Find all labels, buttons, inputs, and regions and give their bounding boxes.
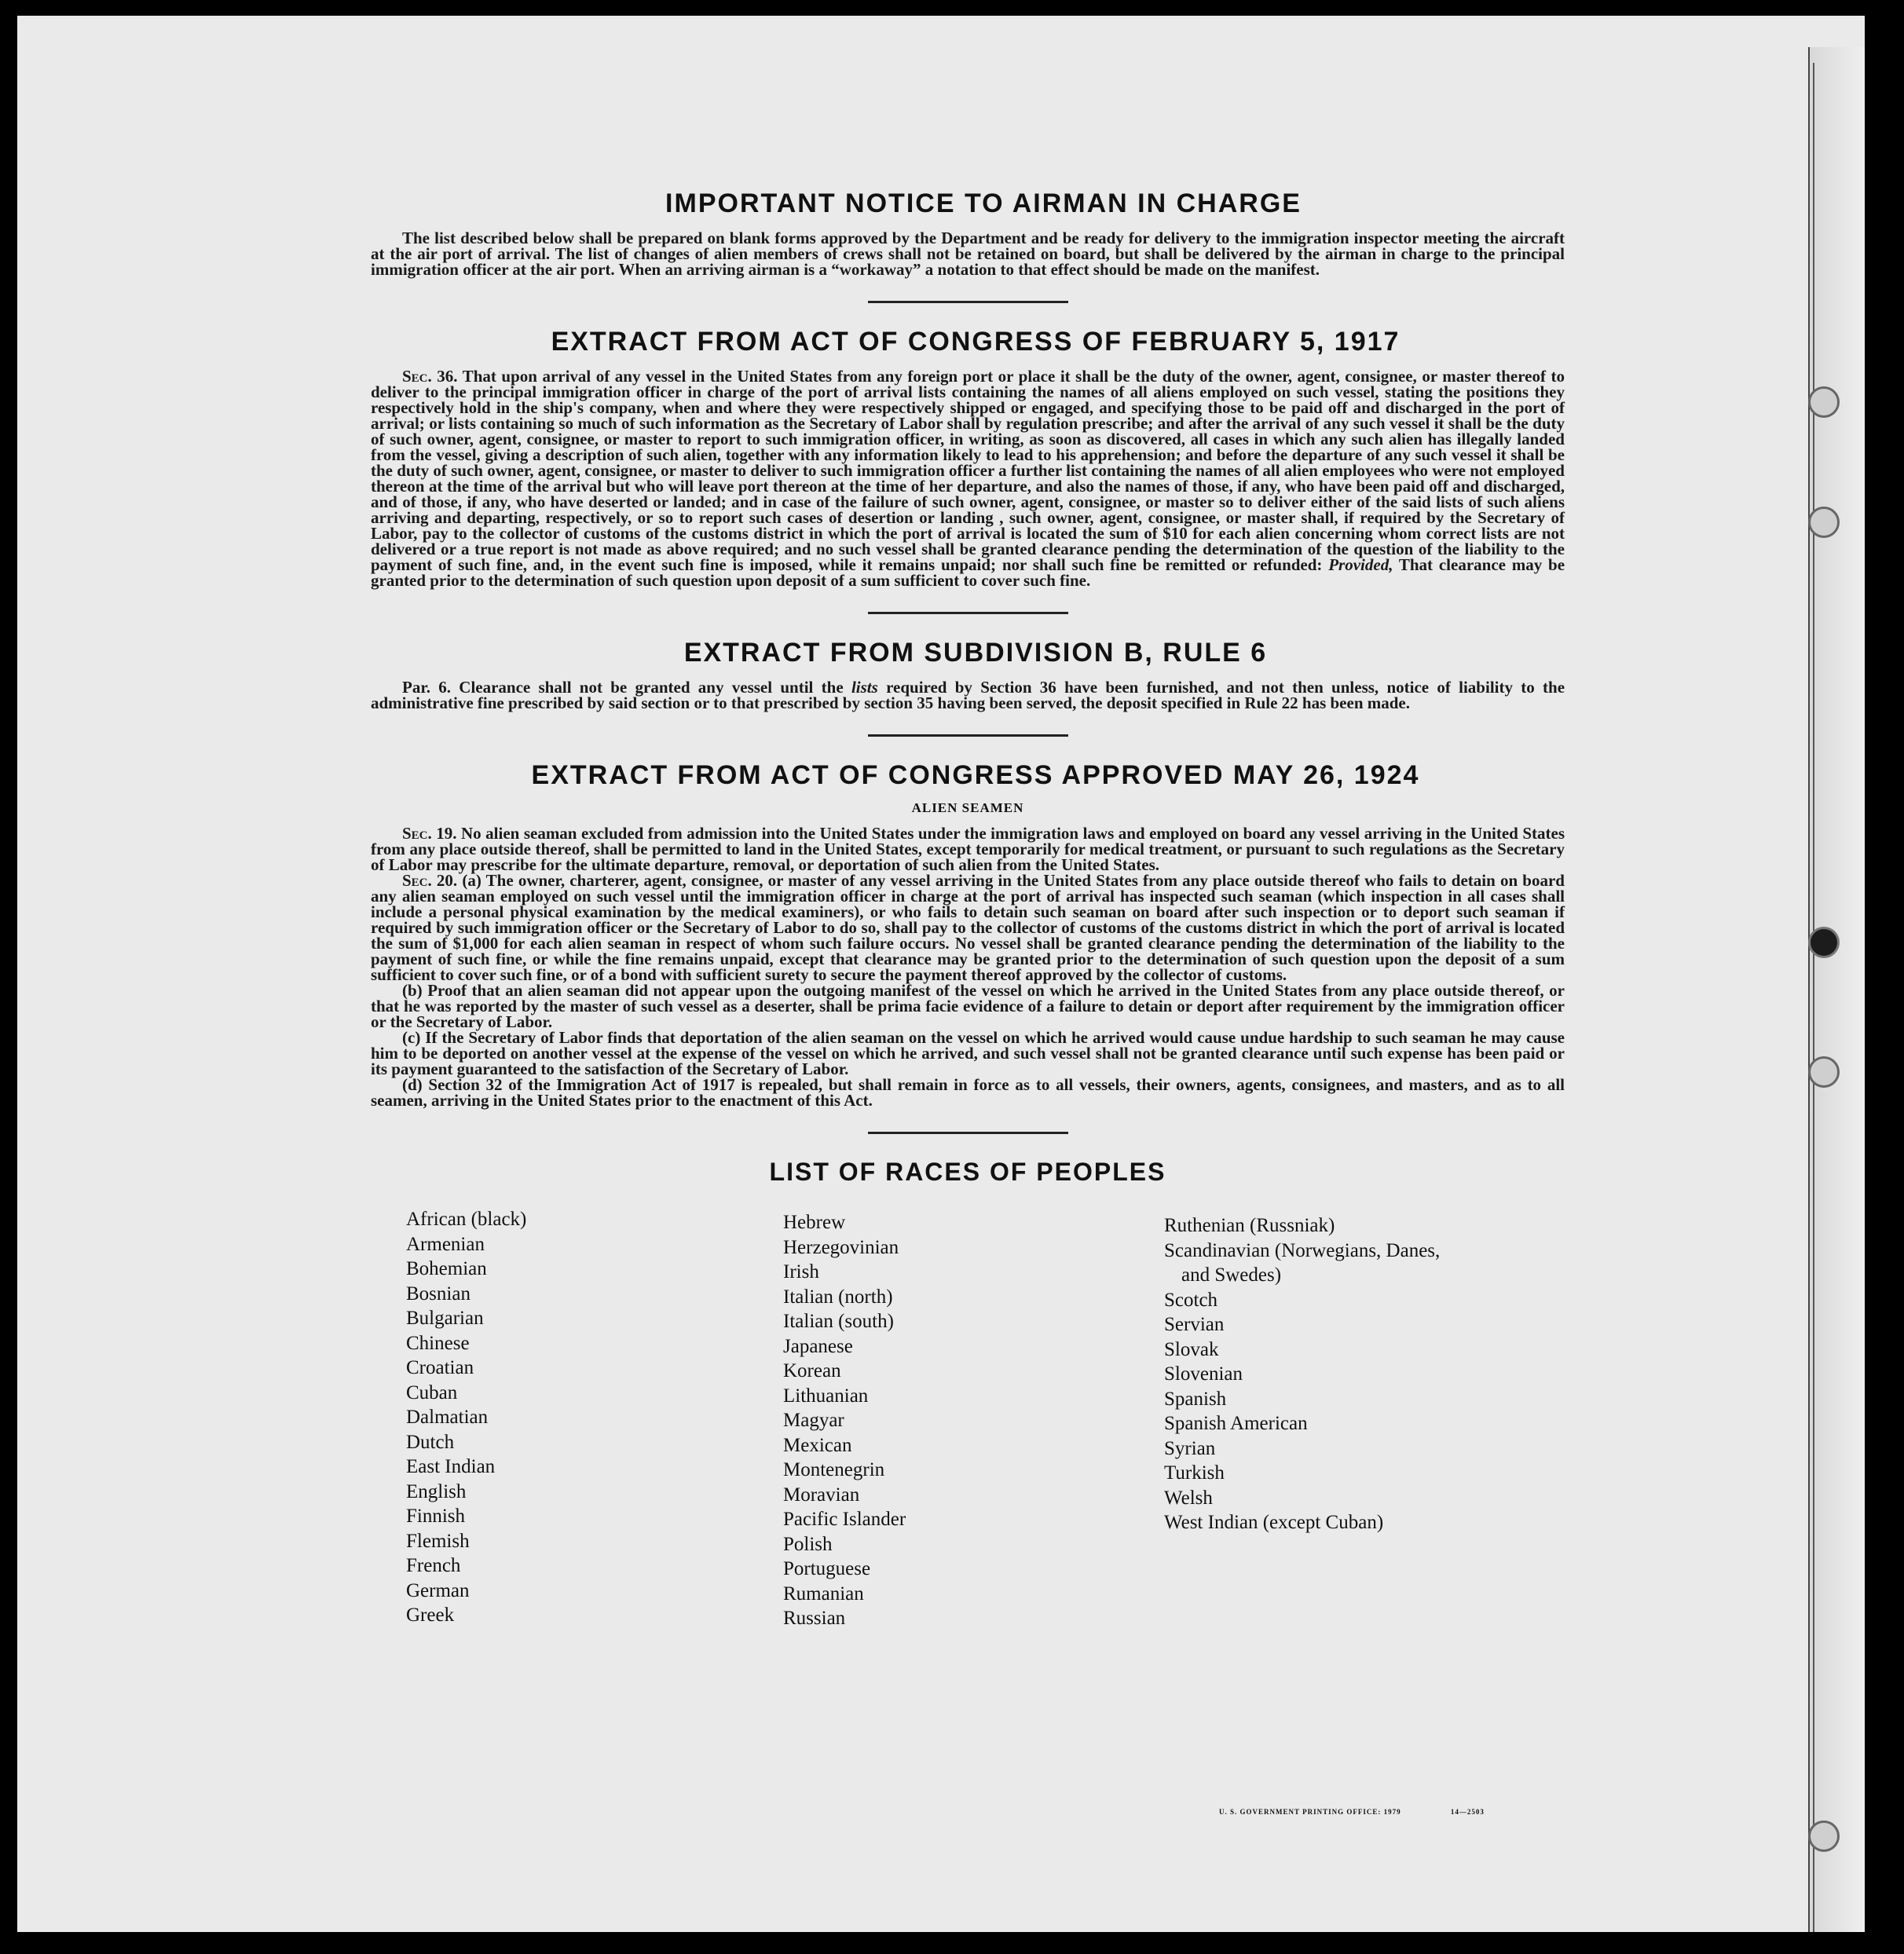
divider	[868, 734, 1068, 737]
section-text: No alien seaman excluded from admission into the United States under the immigration laws and employed on board any vessel arriving in the United States from any place outside thereof, shall be permitted to land in the United States, except temporarily for medical treatment, or pursuant to such regulations as the Secretary of Labor may prescribe for the ultimate departure, removal, or deportation of such alien from the United States.	[371, 824, 1565, 874]
races-column-3	[1164, 1213, 1440, 1535]
race-item: Polish	[783, 1533, 833, 1555]
race-item: French	[406, 1555, 461, 1576]
race-item: Scotch	[1164, 1289, 1218, 1311]
race-item: Dutch	[406, 1431, 455, 1453]
race-item: Herzegovinian	[783, 1236, 899, 1258]
lists-word: lists	[851, 678, 878, 697]
race-item: East Indian	[406, 1456, 496, 1477]
race-item: Mexican	[783, 1434, 852, 1456]
race-item: Dalmatian	[406, 1407, 489, 1428]
printer-line: U. S. GOVERNMENT PRINTING OFFICE: 1979	[1219, 1808, 1401, 1816]
race-item: Irish	[783, 1261, 819, 1283]
race-item: Bulgarian	[406, 1308, 484, 1329]
race-item: Slovenian	[1164, 1363, 1243, 1385]
section-label: Sec. 19.	[402, 824, 457, 843]
document-page	[17, 16, 1865, 1932]
race-item: Montenegrin	[783, 1459, 885, 1480]
race-item: Flemish	[406, 1530, 470, 1552]
race-item: Russian	[783, 1608, 846, 1629]
punch-hole	[1808, 927, 1840, 958]
act-1924-section-20d: (d) Section 32 of the Immigration Act of 1917 is repealed, but shall remain in force as to all vessels, their owners, agents, consignees, and masters, and as to all seamen, arriving in the United States prior to the enactment of this Act.	[371, 1075, 1565, 1110]
act-1917-title: EXTRACT FROM ACT OF CONGRESS OF FEBRUARY 5, 1917	[551, 327, 1401, 357]
race-item: Servian	[1164, 1314, 1225, 1335]
race-item: Spanish	[1164, 1388, 1227, 1410]
race-item: Welsh	[1164, 1487, 1213, 1509]
race-item: Armenian	[406, 1233, 485, 1255]
page-edge-inner	[1813, 63, 1854, 1932]
section-label: Sec. 36.	[402, 367, 458, 386]
document-body	[371, 188, 1565, 1647]
race-item: Greek	[406, 1605, 455, 1626]
race-item: Bosnian	[406, 1283, 471, 1304]
page-footer	[1219, 1808, 1532, 1816]
race-item: Scandinavian (Norwegians, Danes,	[1164, 1239, 1441, 1261]
notice-text: The list described below shall be prepared on blank forms approved by the Department and be ready for delivery to the immigration inspector meeting the aircraft at the air port of arrival. The list of changes of alien members of crews shall not be retained on board, but shall be delivered by the airman in charge to the principal immigration officer at the air port. When an arriving airman is a “workaway” a notation to that effect should be made on the manifest.	[371, 229, 1565, 279]
rule-6-title: EXTRACT FROM SUBDIVISION B, RULE 6	[683, 638, 1268, 668]
form-number: 14—2503	[1450, 1808, 1485, 1816]
punch-hole	[1808, 1056, 1840, 1088]
act-1924-title: EXTRACT FROM ACT OF CONGRESS APPROVED MAY 26, 1924	[531, 760, 1420, 790]
race-item: Korean	[783, 1360, 841, 1381]
race-item: Croatian	[406, 1357, 474, 1378]
race-item: English	[406, 1480, 467, 1502]
race-item: Pacific Islander	[783, 1509, 906, 1530]
divider	[868, 1132, 1068, 1134]
act-1924-section-20c: (c) If the Secretary of Labor finds that deportation of the alien seaman on the vessel on which he arrived would cause undue hardship to such seaman he may cause him to be deported on another vessel at the expense of the vessel on which he arrived, and such vessel shall not be granted clearance until such expense has been paid or its payment guaranteed to the satisfaction of the Secretary of Labor.	[371, 1028, 1565, 1078]
race-item: Chinese	[406, 1332, 470, 1354]
race-item: Turkish	[1164, 1462, 1225, 1484]
act-1917-section-36	[371, 368, 1565, 588]
race-item: African (black)	[406, 1209, 527, 1230]
section-text: (a) The owner, charterer, agent, consignee, or master of any vessel arriving in the United States from any place outside thereof who fails to detain on board any alien seaman employed on such vessel until the immigration officer in charge at the port of arrival has inspected such seaman (which inspection in all cases shall include a personal physical examination by the medical examiners), or who fails to detain such seaman on board after such inspection or to deport such seaman if required by such immigration officer or the Secretary of Labor to do so, shall pay to the collector of customs of the customs district in which the port of arrival is located the sum of $1,000 for each alien seaman in respect of whom such failure occurs. No vessel shall be granted clearance pending the determination of the liability to the payment of such fine, or while the fine remains unpaid, except that clearance may be granted prior to the determination of such question upon the deposit of a sum sufficient to cover such fine, or of a bond with sufficient surety to secure the payment thereof approved by the collector of customs.	[371, 871, 1565, 984]
race-item: German	[406, 1579, 470, 1601]
race-item: Italian (north)	[783, 1286, 893, 1308]
section-label: Sec. 20.	[402, 871, 458, 890]
race-item: and Swedes)	[1181, 1264, 1282, 1286]
race-item: Hebrew	[783, 1212, 846, 1233]
race-item: Italian (south)	[783, 1311, 894, 1332]
race-item: Magyar	[783, 1410, 844, 1431]
divider	[868, 301, 1068, 303]
act-1924-section-20b: (b) Proof that an alien seaman did not appear upon the outgoing manifest of the vessel on which he arrived in the United States from any place outside thereof, or that he was reported by the master of such vessel as a deserter, shall be prima facie evidence of a failure to detain or deport after requirement by the immigration officer or the Secretary of Labor.	[371, 981, 1565, 1031]
section-text-end: That clearance may be granted prior to the determination of such question upon deposit of a sum sufficient to cover such fine.	[371, 555, 1565, 590]
race-item: Moravian	[783, 1484, 860, 1506]
race-item: Syrian	[1164, 1437, 1216, 1459]
divider	[868, 612, 1068, 614]
race-item: Portuguese	[783, 1558, 871, 1579]
section-text: That upon arrival of any vessel in the United States from any foreign port or place it shall be the duty of the owner, agent, consignee, or master thereof to deliver to the principal immigration officer in charge of the port of arrival lists containing the names of all aliens employed on such vessel, stating the positions they respectively hold in the ship's company, when and where they were respectively shipped or engaged, and specifying those to be paid off and discharged in the port of arrival; or lists containing so much of such information as the Secretary of Labor shall by regulation prescribe; and after the arrival of any such vessel it shall be the duty of such owner, agent, consignee, or master to report to such immigration officer, in writing, as soon as discovered, all cases in which any such alien has illegally landed from the vessel, giving a description of such alien, together with any information likely to lead to his apprehension; and before the departure of any such vessel it shall be the duty of such owner, agent, consignee, or master to deliver to such immigration officer a further list containing the names of all alien employees who were not employed thereon at the time of the arrival but who will leave port thereon at the time of her departure, and also the names of those, if any, who have been paid off and discharged, and of those, if any, who have deserted or landed; and in case of the failure of such owner, agent, consignee, or master so to deliver either of the said lists of such aliens arriving and departing, respectively, or so to report such cases of desertion or landing , such owner, agent, consignee, or master shall, if required by the Secretary of Labor, pay to the collector of customs of the customs district in which the port of arrival is located the sum of $10 for each alien concerning whom correct lists are not delivered or a true report is not made as above required; and no such vessel shall be granted clearance pending the determination of the question of the liability to the payment of such fine, and, in the event such fine is imposed, while it remains unpaid; nor shall such fine be remitted or refunded:	[371, 367, 1565, 574]
race-item: Lithuanian	[783, 1385, 869, 1407]
races-title: LIST OF RACES OF PEOPLES	[769, 1158, 1166, 1186]
notice-title: IMPORTANT NOTICE TO AIRMAN IN CHARGE	[665, 188, 1302, 218]
race-item: Rumanian	[783, 1583, 864, 1605]
act-1924-section-19	[371, 825, 1565, 873]
act-1924-section-20a	[371, 873, 1565, 982]
rule-6-text-b: required by Section 36 have been furnished, and not then unless, notice of liability to the administrative fine prescribed by said section or to that prescribed by section 35 having been served, the deposit specified in Rule 22 has been made.	[371, 678, 1565, 712]
rule-6-text	[371, 679, 1565, 711]
race-item: Ruthenian (Russniak)	[1164, 1215, 1335, 1236]
punch-hole	[1808, 386, 1840, 418]
provided-word: Provided,	[1328, 555, 1393, 574]
race-item: Spanish American	[1164, 1413, 1308, 1434]
race-item: Japanese	[783, 1335, 853, 1357]
punch-hole	[1808, 1820, 1840, 1852]
race-item: Finnish	[406, 1506, 466, 1527]
punch-hole	[1808, 507, 1840, 538]
races-column-1	[406, 1207, 526, 1628]
races-list	[371, 1207, 1565, 1647]
race-item: Slovak	[1164, 1338, 1219, 1360]
race-item: Bohemian	[406, 1258, 487, 1279]
race-item: Cuban	[406, 1381, 458, 1403]
alien-seamen-subtitle: ALIEN SEAMEN	[911, 800, 1024, 815]
race-item: West Indian (except Cuban)	[1164, 1512, 1384, 1533]
races-column-2	[783, 1210, 906, 1631]
rule-6-text-a: Par. 6. Clearance shall not be granted any vessel until the	[402, 678, 844, 697]
